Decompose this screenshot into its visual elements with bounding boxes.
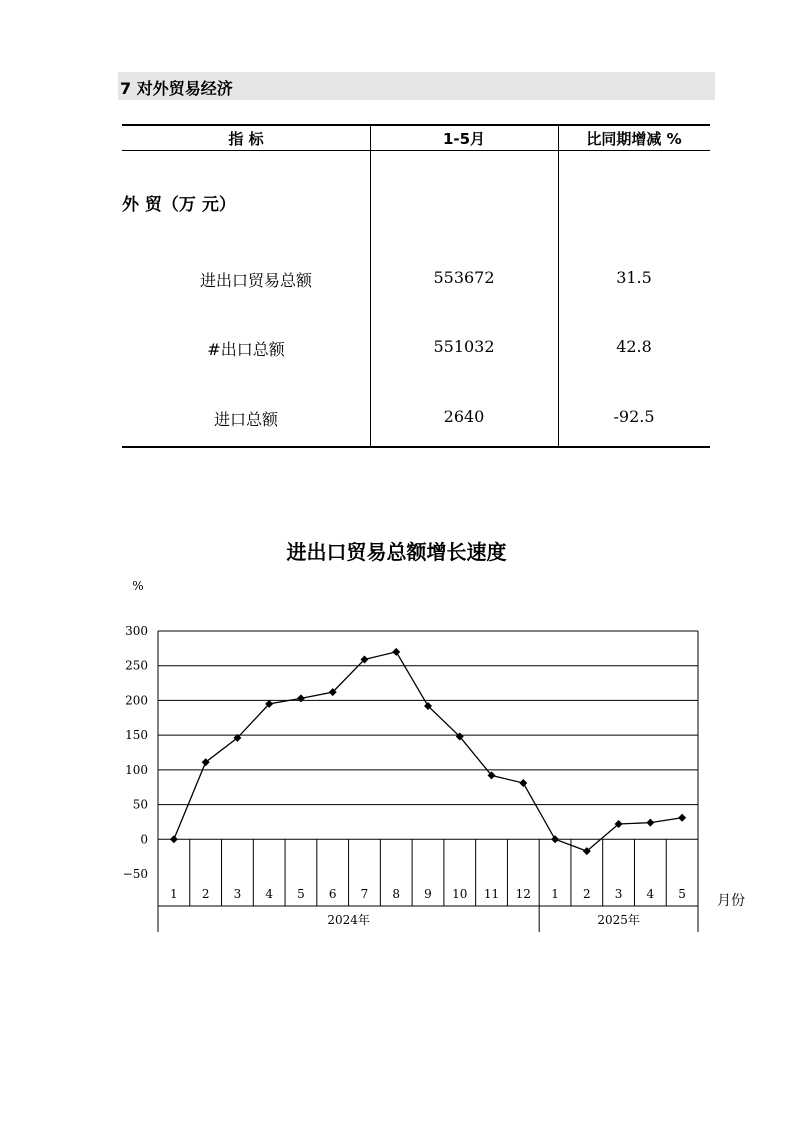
y-tick-label: 0: [140, 832, 148, 847]
x-tick-label: 5: [297, 887, 305, 901]
header-period: 1-5月: [442, 130, 486, 148]
y-tick-label: 150: [125, 728, 148, 743]
series-line: [174, 652, 682, 851]
y-tick-label: −50: [122, 867, 148, 881]
x-tick-label: 4: [646, 887, 655, 901]
y-axis-unit: %: [132, 579, 144, 593]
data-point: [646, 819, 654, 827]
x-tick-label: 4: [265, 887, 273, 901]
row-label: #出口总额: [207, 340, 285, 359]
data-point: [551, 835, 559, 843]
x-tick-label: 6: [328, 887, 337, 901]
data-point: [519, 779, 527, 787]
row-change: -92.5: [613, 407, 655, 426]
group-label: 外 贸（万 元）: [122, 195, 236, 215]
chart-title: 进出口贸易总额增长速度: [286, 540, 507, 564]
x-tick-label: 1: [551, 887, 559, 901]
header-change: 比同期增减 %: [586, 130, 682, 148]
y-tick-label: 300: [125, 624, 148, 638]
year-label: 2024年: [327, 913, 370, 927]
x-tick-label: 11: [483, 887, 500, 901]
data-point: [297, 694, 305, 702]
y-tick-label: 50: [132, 797, 148, 812]
row-label: 进出口贸易总额: [199, 271, 312, 290]
header-indicator: 指 标: [228, 130, 264, 148]
y-tick-label: 100: [125, 762, 148, 777]
row-label: 进口总额: [213, 410, 278, 429]
x-tick-label: 10: [452, 887, 468, 901]
data-point: [678, 814, 686, 822]
x-tick-label: 8: [392, 887, 401, 901]
row-value: 2640: [443, 407, 485, 426]
x-tick-label: 7: [360, 887, 369, 901]
x-tick-label: 3: [614, 887, 623, 901]
x-tick-label: 3: [233, 887, 242, 901]
y-tick-label: 200: [125, 693, 148, 708]
row-change: 31.5: [616, 268, 652, 287]
row-value: 553672: [433, 268, 495, 287]
x-tick-label: 12: [515, 887, 531, 901]
row-change: 42.8: [616, 337, 652, 356]
x-tick-label: 9: [424, 887, 432, 901]
x-tick-label: 2: [201, 887, 210, 901]
row-value: 551032: [433, 337, 495, 356]
data-point: [170, 835, 178, 843]
data-point: [392, 648, 400, 656]
x-axis-label: 月份: [717, 893, 745, 909]
y-tick-label: 250: [125, 658, 148, 673]
x-tick-label: 1: [170, 887, 178, 901]
year-label: 2025年: [597, 913, 640, 927]
section-title: 7 对外贸易经济: [120, 79, 233, 98]
x-tick-label: 5: [678, 887, 686, 901]
x-tick-label: 2: [583, 887, 591, 901]
